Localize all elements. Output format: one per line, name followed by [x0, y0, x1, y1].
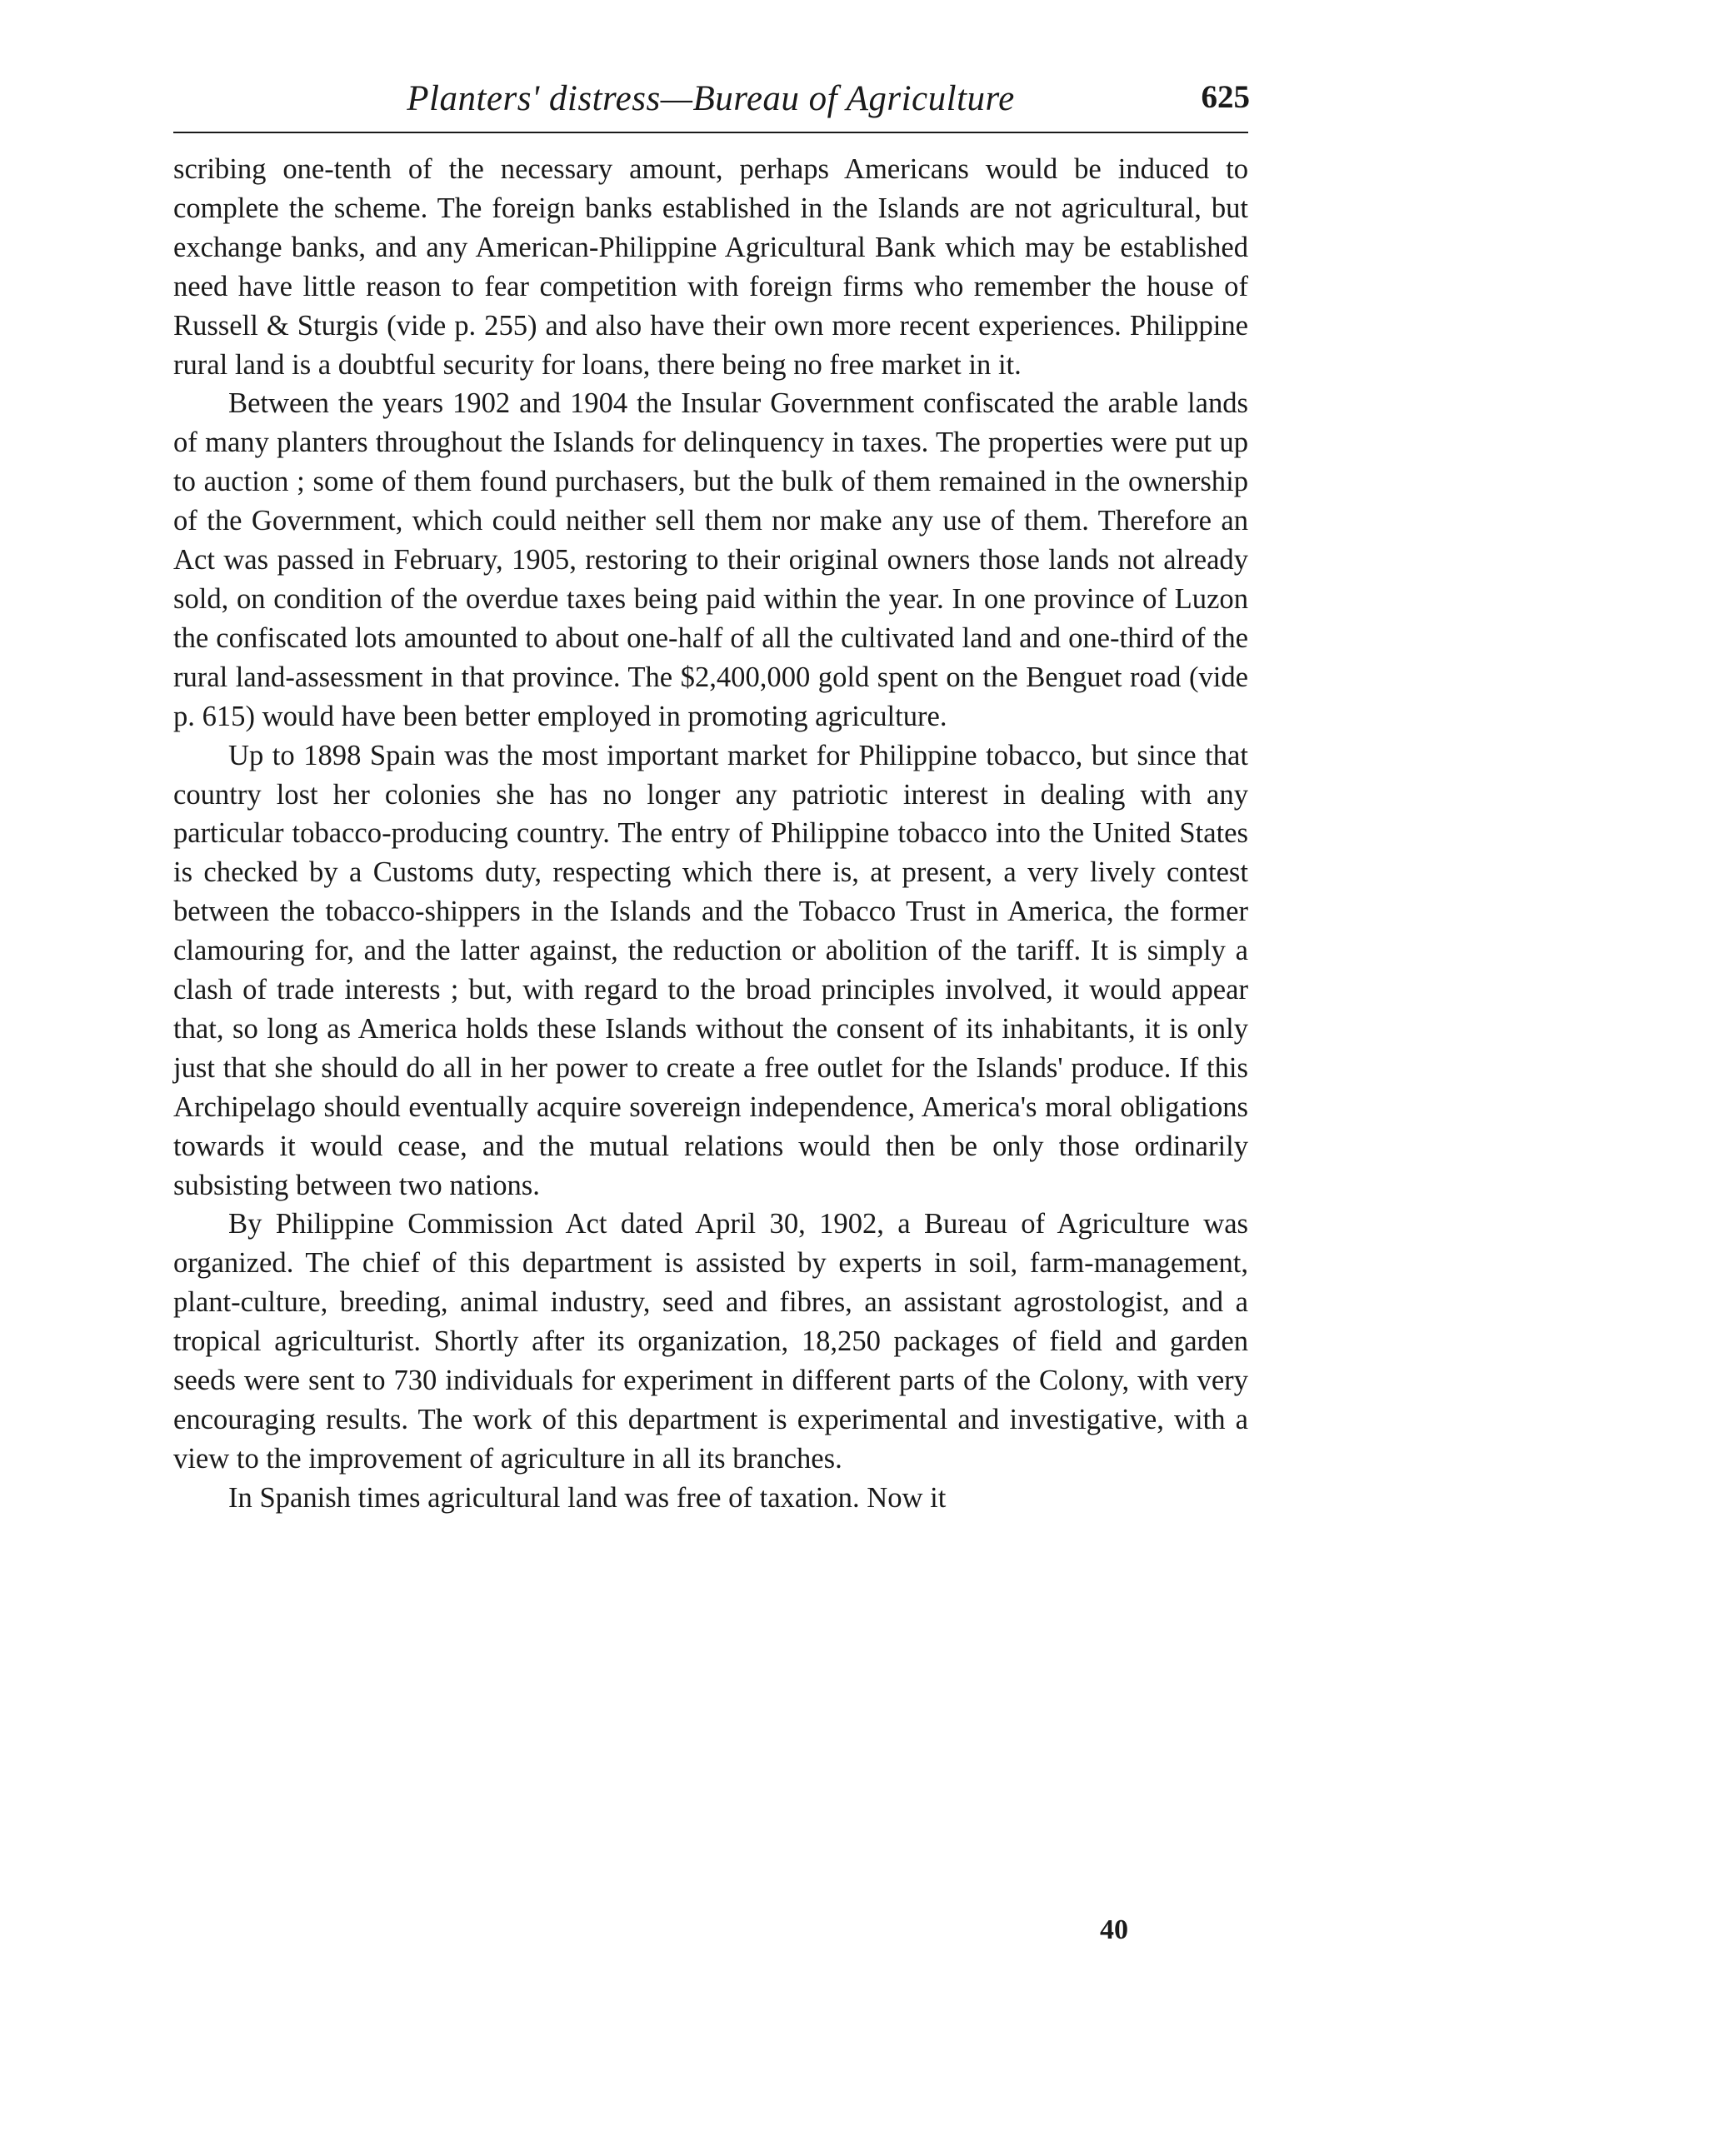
- body-text: [173, 150, 1248, 1518]
- signature-mark: 40: [1100, 1914, 1128, 1945]
- running-title: Planters' distress—Bureau of Agriculture: [407, 79, 1015, 118]
- paragraph: In Spanish times agricultural land was free of taxation. Now it: [228, 1481, 947, 1514]
- paragraph: By Philippine Commission Act dated April 30, 1902, a Bureau of Agriculture was organized. The chief of this department is assisted by experts in soil, farm-management, plant-culture, breeding, animal industry, seed and fibres, an assistant agrostologist, and a tropical agriculturist. Shortly after its organization, 18,250 packages of field and garden seeds were sent to 730 individuals for experiment in different parts of the Colony, with very encouraging results. The work of this department is experimental and investigative, with a view to the improvement of agriculture in all its branches.: [173, 1208, 1248, 1475]
- paragraph: Between the years 1902 and 1904 the Insular Government confiscated the arable lands of many planters throughout the Islands for delinquency in taxes. The properties were put up to auction ; some of them found purchasers, but the bulk of them remained in the ownership of the Government, which could neither sell them nor make any use of them. Therefore an Act was passed in February, 1905, restoring to their original owners those lands not already sold, on condition of the overdue taxes being paid within the year. In one province of Luzon the confiscated lots amounted to about one-half of all the cultivated land and one-third of the rural land-assessment in that province. The $2,400,000 gold spent on the Benguet road (vide p. 615) would have been better employed in promoting agriculture.: [173, 387, 1248, 732]
- paragraph: Up to 1898 Spain was the most important market for Philippine tobacco, but since that country lost her colonies she has no longer any patriotic interest in dealing with any particular tobacco-producing country. The entry of Philippine tobacco into the United States is checked by a Customs duty, respecting which there is, at present, a very lively contest between the tobacco-shippers in the Islands and the Tobacco Trust in America, the former clamouring for, and the latter against, the reduction or abolition of the tariff. It is simply a clash of trade interests ; but, with regard to the broad principles involved, it would appear that, so long as America holds these Islands without the consent of its inhabitants, it is only just that she should do all in her power to create a free outlet for the Islands' produce. If this Archipelago should eventually acquire sovereign independence, America's moral obligations towards it would cease, and the mutual relations would then be only those ordinarily subsisting between two nations.: [173, 739, 1248, 1201]
- paragraph: scribing one-tenth of the necessary amount, perhaps Americans would be induced to complete the scheme. The foreign banks established in the Islands are not agricultural, but exchange banks, and any American-Philippine Agricultural Bank which may be established need have little reason to fear competition with foreign firms who remember the house of Russell & Sturgis (vide p. 255) and also have their own more recent experiences. Philippine rural land is a doubtful security for loans, there being no free market in it.: [173, 153, 1248, 381]
- running-head: [173, 73, 1248, 133]
- page-number: 625: [1201, 79, 1250, 115]
- book-page: [173, 73, 1248, 1518]
